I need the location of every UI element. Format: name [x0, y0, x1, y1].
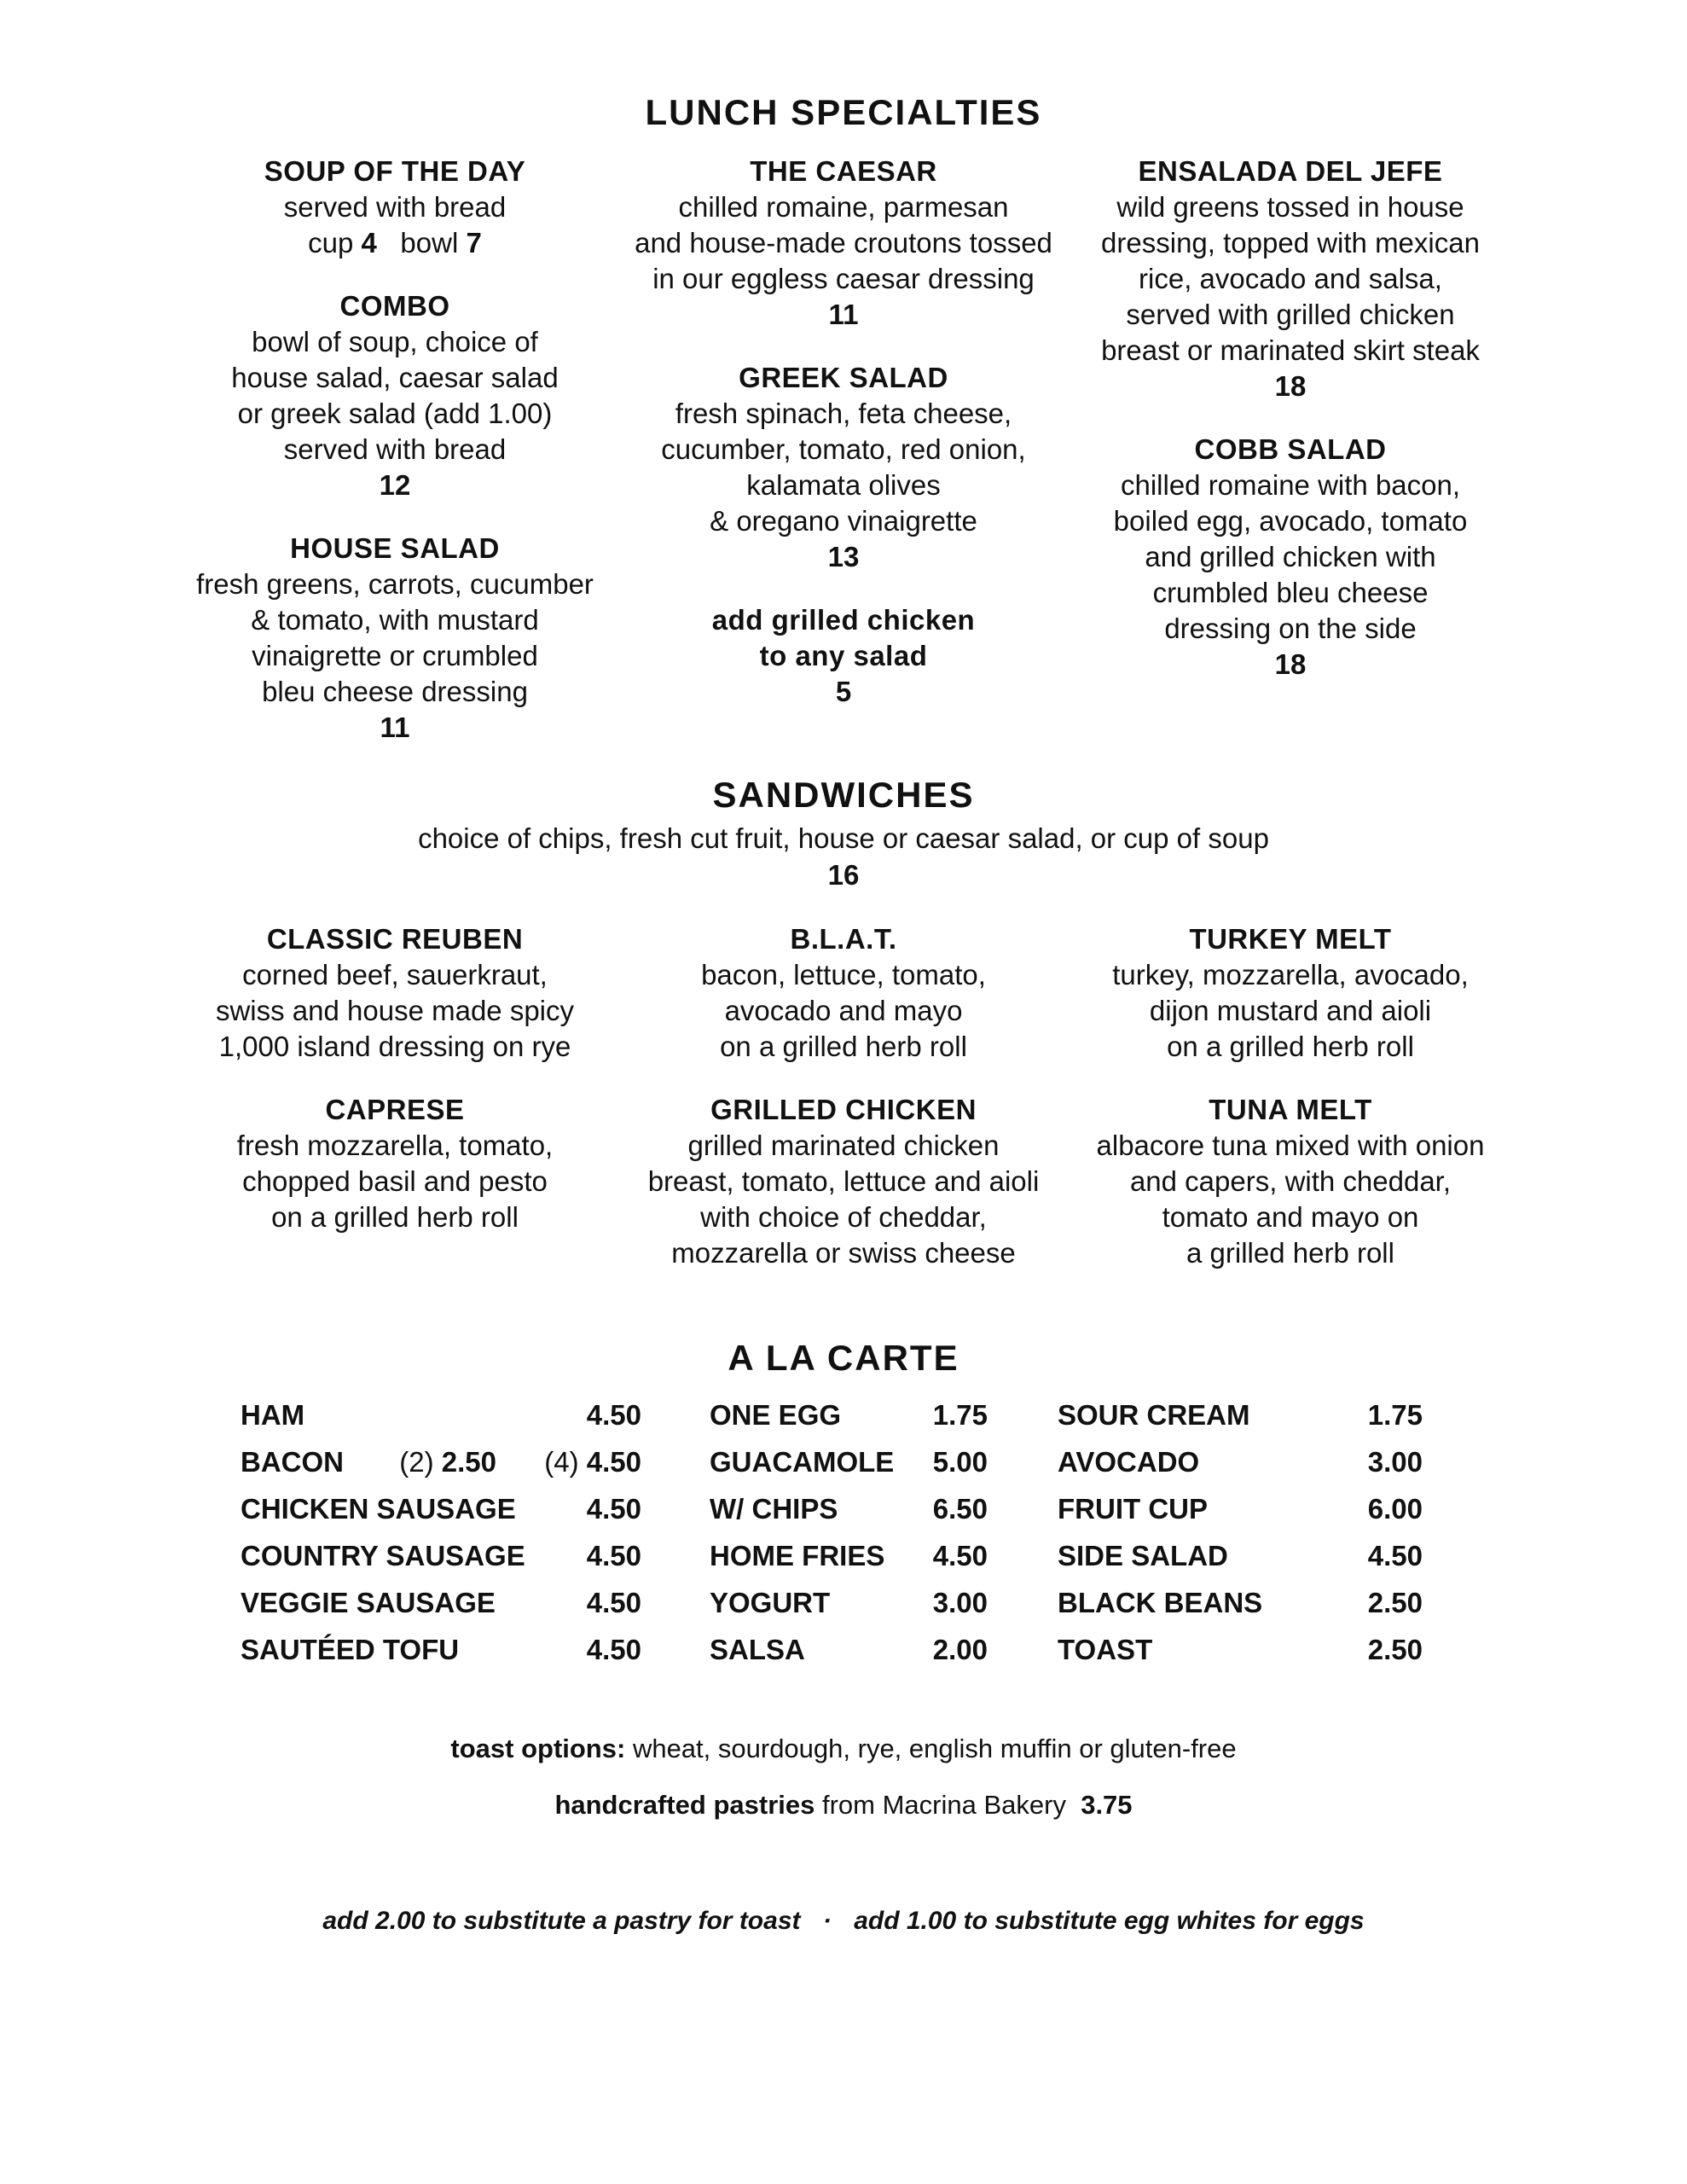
item-name: COBB SALAD: [1194, 433, 1387, 465]
alacarte-row: [710, 1587, 988, 1634]
alacarte-name: YOGURT: [710, 1587, 831, 1618]
item-desc-line: on a grilled herb roll: [720, 1031, 967, 1062]
item-desc-line: breast or marinated skirt steak: [1101, 334, 1480, 366]
alacarte-name: SAUTÉED TOFU: [241, 1634, 460, 1665]
alacarte-name: SALSA: [710, 1634, 805, 1665]
item-name: HOUSE SALAD: [290, 532, 500, 564]
alacarte-column-2: [710, 1399, 988, 1681]
menu-item-blat: [622, 921, 1065, 1065]
item-name: B.L.A.T.: [790, 923, 897, 955]
alacarte-price: 2.50: [1367, 1587, 1423, 1618]
alacarte-row: [1058, 1587, 1423, 1634]
alacarte-row: [241, 1493, 641, 1540]
item-desc-line: swiss and house made spicy: [215, 995, 575, 1026]
item-desc-line: chopped basil and pesto: [242, 1165, 548, 1197]
item-name: CLASSIC REUBEN: [266, 923, 524, 955]
alacarte-price: 1.75: [1367, 1399, 1423, 1431]
item-name: COMBO: [339, 290, 450, 322]
menu-item-grilled-chicken: [622, 1092, 1065, 1271]
alacarte-row: [241, 1446, 641, 1493]
alacarte-row: [710, 1493, 988, 1540]
item-desc-line: on a grilled herb roll: [1167, 1031, 1414, 1062]
item-desc-line: fresh mozzarella, tomato,: [236, 1130, 554, 1161]
item-desc-line: and capers, with cheddar,: [1129, 1165, 1452, 1197]
alacarte-row: [710, 1634, 988, 1681]
alacarte-price: 4.50: [586, 1540, 641, 1571]
item-desc-line: bleu cheese dressing: [262, 676, 528, 707]
item-desc-line: breast, tomato, lettuce and aioli: [647, 1165, 1040, 1197]
item-desc-line: 1,000 island dressing on rye: [218, 1031, 571, 1062]
alacarte-price: 6.50: [932, 1493, 988, 1525]
substitution-egg-whites: add 1.00 to substitute egg whites for eggs: [854, 1907, 1365, 1935]
menu-item-cobb-salad: [1069, 432, 1512, 682]
sandwich-column-2: [622, 921, 1065, 1298]
item-desc-line: wild greens tossed in house: [1116, 191, 1464, 223]
menu-item-turkey-melt: [1069, 921, 1512, 1065]
alacarte-name: CHICKEN SAUSAGE: [241, 1493, 516, 1525]
item-price: 5: [835, 676, 852, 707]
item-desc-line: tomato and mayo on: [1162, 1201, 1419, 1233]
alacarte-name: BLACK BEANS: [1058, 1587, 1263, 1618]
item-desc-line: chilled romaine with bacon,: [1120, 469, 1461, 501]
item-desc-line: boiled egg, avocado, tomato: [1113, 505, 1468, 537]
item-desc-line: served with grilled chicken: [1126, 299, 1455, 330]
menu-item-reuben: [173, 921, 617, 1065]
pastries-label: handcrafted pastries: [554, 1790, 815, 1820]
alacarte-name: HOME FRIES: [710, 1540, 885, 1571]
toast-options-note: [0, 1732, 1687, 1766]
bacon-option-2: (2): [399, 1446, 434, 1478]
alacarte-price: 6.00: [1367, 1493, 1423, 1525]
pastries-price: 3.75: [1081, 1790, 1133, 1820]
item-name: SOUP OF THE DAY: [264, 155, 526, 187]
pastries-note: [0, 1788, 1687, 1822]
alacarte-row: [241, 1634, 641, 1681]
alacarte-row: [241, 1587, 641, 1634]
menu-item-greek-salad: [622, 360, 1065, 575]
alacarte-price: 3.00: [932, 1587, 988, 1618]
alacarte-row: [710, 1540, 988, 1587]
item-name: GREEK SALAD: [739, 362, 948, 393]
sandwiches-price: 16: [827, 859, 860, 891]
item-desc-line: mozzarella or swiss cheese: [671, 1237, 1016, 1269]
alacarte-name: ONE EGG: [710, 1399, 842, 1431]
lunch-column-2: [622, 154, 1065, 737]
lunch-column-3: [1069, 154, 1512, 710]
item-desc-line: or greek salad (add 1.00): [237, 398, 553, 429]
item-name: GRILLED CHICKEN: [710, 1094, 977, 1125]
bowl-price: 7: [466, 227, 482, 258]
alacarte-price: 2.00: [932, 1634, 988, 1665]
alacarte-name: SOUR CREAM: [1058, 1399, 1250, 1431]
menu-item-caesar: [622, 154, 1065, 333]
alacarte-name: AVOCADO: [1058, 1446, 1200, 1478]
item-desc-line: and house-made croutons tossed: [635, 227, 1052, 258]
item-price: 11: [828, 299, 859, 330]
menu-item-ensalada-del-jefe: [1069, 154, 1512, 404]
item-desc-line: a grilled herb roll: [1186, 1237, 1394, 1269]
item-name: THE CAESAR: [750, 155, 937, 187]
toast-options-text: wheat, sourdough, rye, english muffin or gluten-free: [632, 1734, 1237, 1763]
menu-item-combo: [173, 288, 617, 503]
item-desc: served with bread: [283, 191, 507, 223]
lunch-heading: LUNCH SPECIALTIES: [645, 92, 1042, 132]
separator-dot: ·: [822, 1907, 832, 1935]
menu-item-add-chicken: [622, 602, 1065, 710]
bowl-label: bowl: [400, 227, 459, 258]
pastries-text: from Macrina Bakery: [822, 1790, 1066, 1820]
item-name: ENSALADA DEL JEFE: [1138, 155, 1443, 187]
menu-item-tuna-melt: [1069, 1092, 1512, 1271]
alacarte-price: 3.00: [1367, 1446, 1423, 1478]
cup-price: 4: [361, 227, 377, 258]
alacarte-column-1: [241, 1399, 641, 1681]
alacarte-price: 1.75: [932, 1399, 988, 1431]
alacarte-price: 4.50: [1367, 1540, 1423, 1571]
alacarte-bacon-2: [399, 1446, 496, 1478]
item-desc-line: dressing on the side: [1164, 613, 1417, 644]
item-name: to any salad: [759, 640, 928, 671]
alacarte-price: 4.50: [586, 1493, 641, 1525]
item-desc-line: with choice of cheddar,: [700, 1201, 987, 1233]
menu-item-caprese: [173, 1092, 617, 1235]
item-desc-line: dijon mustard and aioli: [1149, 995, 1432, 1026]
item-desc-line: fresh greens, carrots, cucumber: [196, 568, 594, 600]
toast-options-label: toast options:: [450, 1734, 626, 1763]
item-desc-line: corned beef, sauerkraut,: [242, 959, 548, 990]
alacarte-name: SIDE SALAD: [1058, 1540, 1228, 1571]
alacarte-price: 5.00: [932, 1446, 988, 1478]
item-desc-line: in our eggless caesar dressing: [652, 263, 1035, 294]
substitution-pastry: add 2.00 to substitute a pastry for toast: [322, 1907, 801, 1935]
alacarte-bacon-4: [544, 1446, 641, 1478]
bacon-option-4: (4): [544, 1446, 579, 1478]
item-desc-line: house salad, caesar salad: [231, 362, 559, 393]
alacarte-heading: A LA CARTE: [728, 1338, 959, 1378]
item-name: TURKEY MELT: [1189, 923, 1392, 955]
lunch-column-1: [173, 154, 617, 773]
item-desc-line: crumbled bleu cheese: [1152, 577, 1429, 608]
item-desc-line: fresh spinach, feta cheese,: [675, 398, 1012, 429]
alacarte-price: 4.50: [586, 1399, 641, 1431]
item-desc-line: turkey, mozzarella, avocado,: [1112, 959, 1469, 990]
item-desc-line: vinaigrette or crumbled: [252, 640, 538, 671]
item-desc-line: & tomato, with mustard: [251, 604, 539, 636]
soup-prices: [173, 225, 617, 261]
item-desc-line: bacon, lettuce, tomato,: [701, 959, 986, 990]
sandwich-column-1: [173, 921, 617, 1263]
menu-item-soup: [173, 154, 617, 261]
item-desc-line: dressing, topped with mexican: [1101, 227, 1480, 258]
alacarte-price: 4.50: [586, 1587, 641, 1618]
alacarte-column-3: [1058, 1399, 1423, 1681]
alacarte-price: 2.50: [1367, 1634, 1423, 1665]
bacon-price-2: 2.50: [441, 1446, 496, 1478]
item-price: 18: [1274, 370, 1307, 402]
item-desc-line: and grilled chicken with: [1145, 541, 1436, 572]
cup-label: cup: [308, 227, 354, 258]
item-desc-line: bowl of soup, choice of: [252, 326, 538, 357]
alacarte-price: 4.50: [932, 1540, 988, 1571]
item-name: CAPRESE: [325, 1094, 465, 1125]
alacarte-row: [710, 1446, 988, 1493]
menu-item-house-salad: [173, 531, 617, 746]
item-desc-line: albacore tuna mixed with onion: [1096, 1130, 1485, 1161]
alacarte-row: [710, 1399, 988, 1446]
alacarte-name: FRUIT CUP: [1058, 1493, 1208, 1525]
item-desc-line: grilled marinated chicken: [687, 1130, 1000, 1161]
substitution-note: [0, 1904, 1687, 1938]
alacarte-name: W/ CHIPS: [710, 1493, 838, 1525]
item-desc-line: rice, avocado and salsa,: [1139, 263, 1442, 294]
alacarte-row: [1058, 1446, 1423, 1493]
alacarte-row: [1058, 1540, 1423, 1587]
alacarte-row: [241, 1399, 641, 1446]
item-price: 12: [379, 469, 411, 501]
alacarte-name: COUNTRY SAUSAGE: [241, 1540, 525, 1571]
item-desc-line: avocado and mayo: [724, 995, 963, 1026]
item-desc-line: served with bread: [283, 433, 507, 465]
item-desc-line: chilled romaine, parmesan: [678, 191, 1009, 223]
alacarte-name: BACON: [241, 1446, 344, 1478]
sandwiches-subtitle: choice of chips, fresh cut fruit, house or caesar salad, or cup of soup: [418, 822, 1269, 854]
bacon-price-4: 4.50: [586, 1446, 641, 1478]
item-desc-line: kalamata olives: [746, 469, 941, 501]
alacarte-name: VEGGIE SAUSAGE: [241, 1587, 496, 1618]
item-price: 11: [380, 712, 410, 743]
item-name: add grilled chicken: [711, 604, 976, 636]
alacarte-name: TOAST: [1058, 1634, 1153, 1665]
item-desc-line: on a grilled herb roll: [271, 1201, 519, 1233]
alacarte-row: [1058, 1634, 1423, 1681]
alacarte-row: [1058, 1399, 1423, 1446]
alacarte-name: HAM: [241, 1399, 305, 1431]
sandwiches-heading: SANDWICHES: [712, 775, 975, 815]
alacarte-row: [1058, 1493, 1423, 1540]
sandwich-column-3: [1069, 921, 1512, 1298]
item-desc-line: cucumber, tomato, red onion,: [661, 433, 1026, 465]
alacarte-price: 4.50: [586, 1634, 641, 1665]
item-price: 18: [1274, 648, 1307, 680]
alacarte-name: GUACAMOLE: [710, 1446, 895, 1478]
item-price: 13: [827, 541, 860, 572]
item-desc-line: & oregano vinaigrette: [710, 505, 977, 537]
item-name: TUNA MELT: [1209, 1094, 1372, 1125]
alacarte-row: [241, 1540, 641, 1587]
